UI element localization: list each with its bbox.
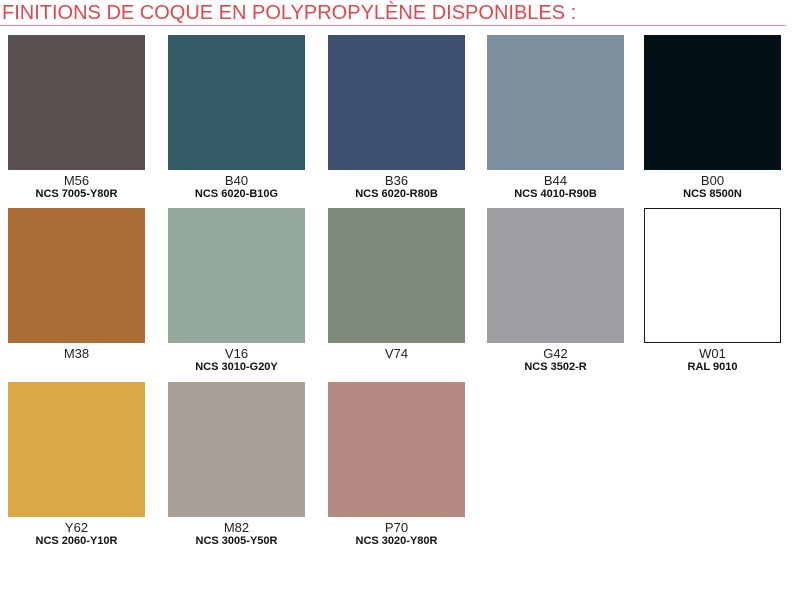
swatch-reference: NCS 3005-Y50R [195,535,278,547]
swatch-card-v74 [328,208,465,378]
swatch-color [8,35,145,170]
swatch-color [328,382,465,517]
swatch-reference: NCS 8500N [683,188,742,200]
swatch-card-b44 [487,35,624,205]
title-divider [0,25,786,26]
swatch-card-m82 [168,382,305,552]
swatch-code: M56 [63,173,90,188]
swatch-code: Y62 [64,520,89,535]
swatch-card-b00 [644,35,781,205]
swatch-color [8,208,145,343]
swatch-color [644,208,781,343]
swatch-reference: NCS 6020-R80B [355,188,438,200]
swatch-color [168,35,305,170]
swatch-card-w01 [644,208,781,378]
swatch-card-v16 [168,208,305,378]
swatch-color [328,35,465,170]
swatch-color [168,382,305,517]
swatch-color [487,35,624,170]
swatch-code: B44 [543,173,568,188]
swatch-card-b36 [328,35,465,205]
swatch-card-p70 [328,382,465,552]
swatch-code: B36 [384,173,409,188]
swatch-code: V74 [384,346,409,361]
swatch-code: M38 [63,346,90,361]
swatch-code: W01 [699,346,726,361]
swatch-color [328,208,465,343]
swatch-color [168,208,305,343]
swatch-reference: NCS 2060-Y10R [35,535,118,547]
swatch-reference: NCS 7005-Y80R [35,188,118,200]
page-title: FINITIONS DE COQUE EN POLYPROPYLÈNE DISPONIBLES : [2,2,577,24]
swatch-reference: NCS 3502-R [524,361,587,373]
swatch-card-y62 [8,382,145,552]
swatch-code: V16 [224,346,249,361]
swatch-card-m56 [8,35,145,205]
swatch-code: B40 [224,173,249,188]
swatch-code: P70 [384,520,409,535]
swatch-color [8,382,145,517]
swatch-code: M82 [223,520,250,535]
swatch-reference: RAL 9010 [687,361,738,373]
swatch-card-b40 [168,35,305,205]
swatch-reference: NCS 4010-R90B [514,188,597,200]
swatch-card-g42 [487,208,624,378]
swatch-reference: NCS 3010-G20Y [195,361,278,373]
swatch-color [644,35,781,170]
swatch-code: B00 [700,173,725,188]
swatch-card-m38 [8,208,145,378]
swatch-reference: NCS 6020-B10G [194,188,279,200]
swatch-color [487,208,624,343]
swatch-reference: NCS 3020-Y80R [355,535,438,547]
swatch-code: G42 [543,346,568,361]
